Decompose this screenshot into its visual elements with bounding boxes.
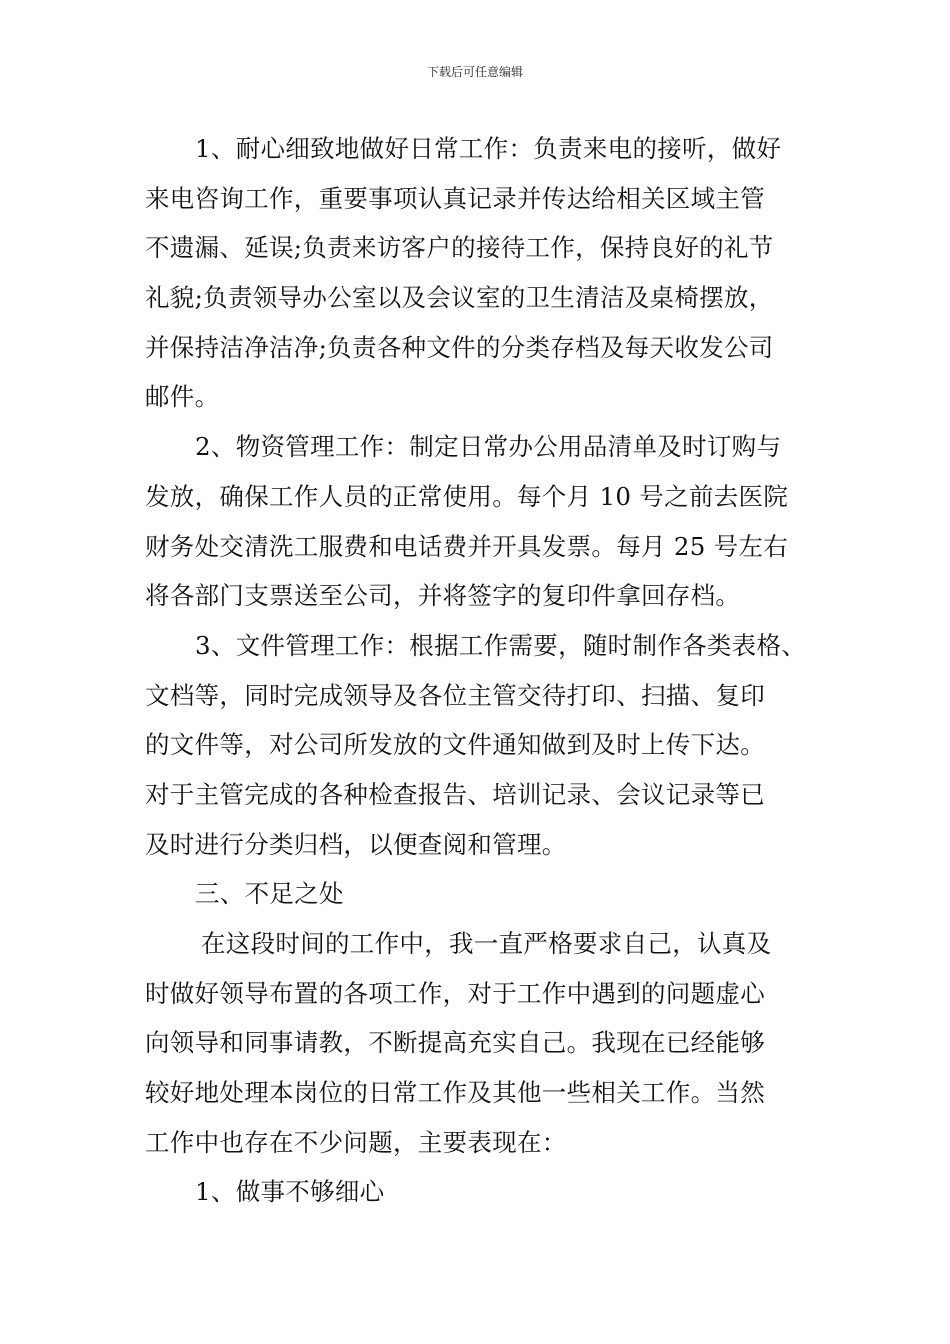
paragraph-document-management bbox=[145, 621, 815, 869]
text-line: 向领导和同事请教，不断提高充实自己。我现在已经能够 bbox=[145, 1028, 765, 1058]
text-line: 礼貌;负责领导办公室以及会议室的卫生清洁及桌椅摆放， bbox=[145, 283, 774, 313]
text-line: 文档等，同时完成领导及各位主管交待打印、扫描、复印 bbox=[145, 680, 765, 710]
text-line: 在这段时间的工作中，我一直严格要求自己，认真及 bbox=[201, 929, 772, 958]
text-line: 3、文件管理工作：根据工作需要，随时制作各类表格、 bbox=[195, 630, 807, 660]
text-line: 不遗漏、延误;负责来访客户的接待工作，保持良好的礼节 bbox=[145, 233, 774, 263]
paragraph-shortcomings-intro bbox=[145, 919, 815, 1167]
list-item-heading: 1、做事不够细心 bbox=[195, 1177, 385, 1207]
text-line: 2、物资管理工作：制定日常办公用品清单及时订购与 bbox=[195, 432, 782, 462]
text-line: 较好地处理本岗位的日常工作及其他一些相关工作。当然 bbox=[145, 1078, 765, 1108]
text-line: 的文件等，对公司所发放的文件通知做到及时上传下达。 bbox=[145, 730, 765, 760]
document-body bbox=[145, 124, 815, 1217]
text-line: 时做好领导布置的各项工作，对于工作中遇到的问题虚心 bbox=[145, 978, 765, 1008]
section-heading: 三、不足之处 bbox=[195, 879, 344, 909]
text-line: 来电咨询工作，重要事项认真记录并传达给相关区域主管 bbox=[145, 183, 765, 213]
text-line: 发放，确保工作人员的正常使用。每个月 10 号之前去医院 bbox=[145, 481, 789, 511]
text-line: 将各部门支票送至公司，并将签字的复印件拿回存档。 bbox=[145, 581, 741, 611]
text-line: 并保持洁净洁净;负责各种文件的分类存档及每天收发公司 bbox=[145, 332, 774, 362]
text-line: 1、耐心细致地做好日常工作：负责来电的接听，做好 bbox=[195, 134, 782, 163]
paragraph-daily-work bbox=[145, 124, 815, 422]
paragraph-materials-management bbox=[145, 422, 815, 621]
paragraph-point-one bbox=[145, 1167, 815, 1217]
text-line: 工作中也存在不少问题，主要表现在： bbox=[145, 1127, 567, 1157]
text-line: 及时进行分类归档，以便查阅和管理。 bbox=[145, 829, 567, 859]
page-header: 下载后可任意编辑 bbox=[426, 65, 523, 79]
text-line: 邮件。 bbox=[145, 382, 220, 412]
section-heading-shortcomings bbox=[145, 869, 815, 919]
text-line: 对于主管完成的各种检查报告、培训记录、会议记录等已 bbox=[145, 779, 765, 809]
text-line: 财务处交清洗工服费和电话费并开具发票。每月 25 号左右 bbox=[145, 531, 789, 561]
